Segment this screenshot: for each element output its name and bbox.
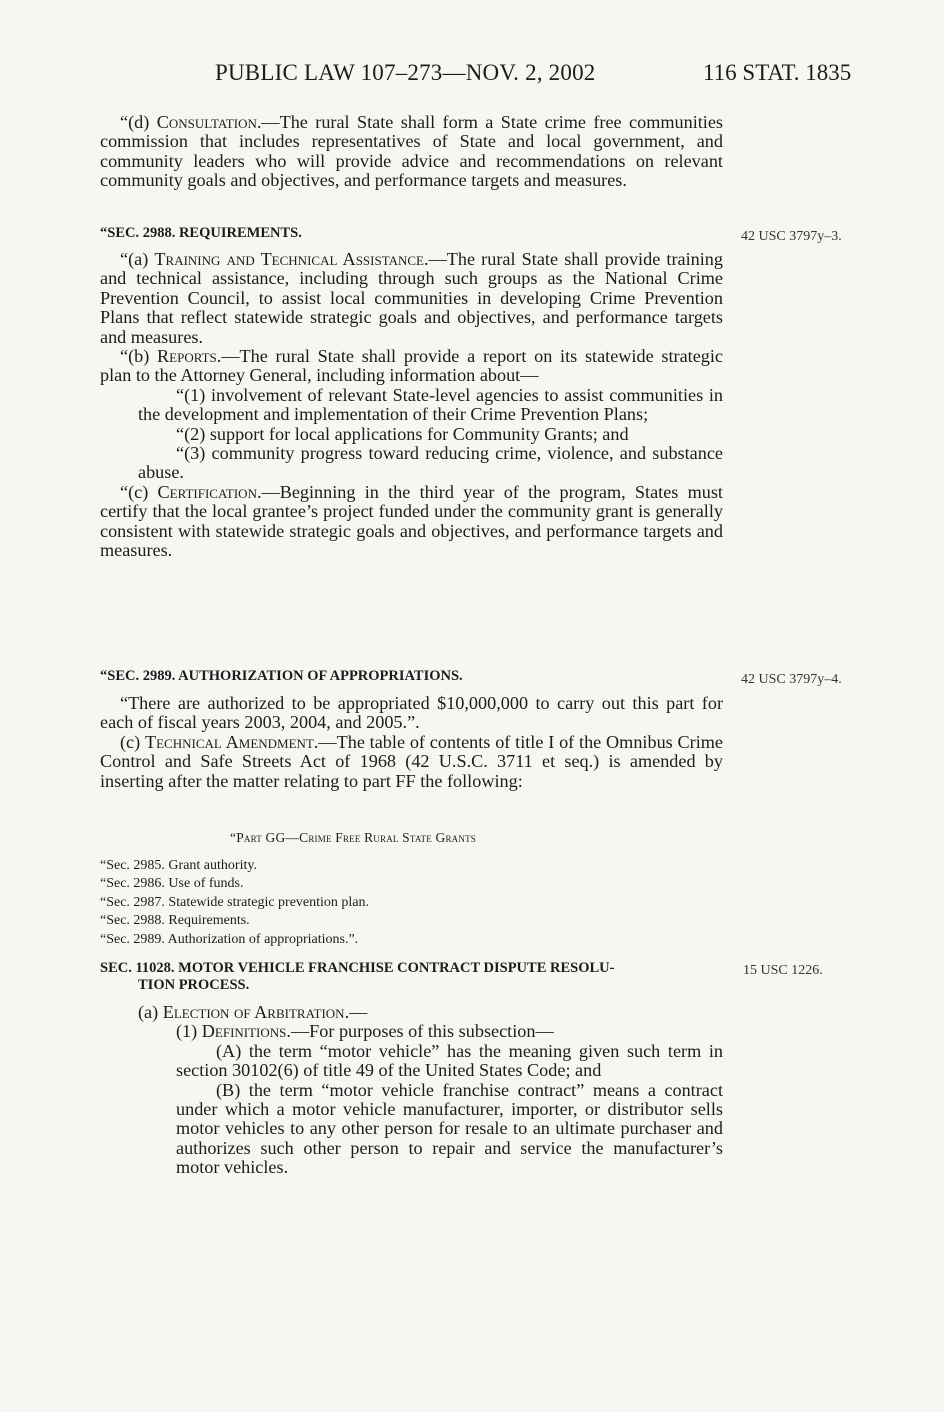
statute-page-number: 116 STAT. 1835: [703, 60, 852, 85]
toc-part-title: “Part GG—Crime Free Rural State Grants: [230, 830, 476, 845]
item-b3: “(3) community progress toward reducing crime, violence, and substance abuse.: [138, 443, 723, 483]
section-11028-body: [100, 1003, 723, 1178]
toc-item: “Sec. 2987. Statewide strategic prevention plan.: [100, 894, 370, 910]
section-2989-body: [100, 694, 723, 791]
subsection-a-election: (a) Election of Arbitration.—: [138, 1002, 368, 1022]
consultation-heading: Consultation: [156, 112, 257, 132]
page-header: [0, 60, 944, 92]
toc-item: “Sec. 2985. Grant authority.: [100, 858, 257, 873]
paragraph-1-definitions: (1) Definitions.—For purposes of this subsection—: [176, 1021, 554, 1042]
section-2988-body: [100, 250, 723, 561]
margin-note-2989: 42 USC 3797y–4.: [741, 672, 842, 687]
toc-list: [100, 857, 369, 949]
margin-note-2988: 42 USC 3797y–3.: [741, 229, 842, 244]
toc-item: “Sec. 2986. Use of funds.: [100, 876, 244, 892]
margin-note-11028: 15 USC 1226.: [743, 963, 823, 978]
subsection-c-certification: “(c) Certification.—Beginning in the third year of the program, States must certify that the local grantee’s project funded under the community grant is generally consistent with statewide strategic goals and objectives, and performance targets and measures.: [100, 481, 723, 561]
toc-item: “Sec. 2989. Authorization of appropriations.”.: [100, 931, 359, 947]
definition-A: (A) the term “motor vehicle” has the meaning given such term in section 30102(6) of title 49 of the United States Code; and: [176, 1040, 723, 1081]
toc-item: “Sec. 2988. Requirements.: [100, 913, 250, 929]
section-11028-heading: SEC. 11028. MOTOR VEHICLE FRANCHISE CONTRACT DISPUTE RESOLU- TION PROCESS.: [100, 960, 615, 993]
subsection-a-training: “(a) Training and Technical Assistance.—The rural State shall provide training and technical assistance, including through such groups as the National Crime Prevention Council, to assist local communities in developing Crime Prevention Plans that reflect statewide strategic goals and objectives, and performance targets and measures.: [100, 249, 723, 347]
definition-B: (B) the term “motor vehicle franchise contract” means a contract under which a motor vehicle manufacturer, importer, or distributor sells motor vehicles to any other person for resale to an ultimate purchaser and authorizes such other person to repair and service the manufacturer’s motor vehicles.: [176, 1079, 723, 1178]
section-2989-heading: “SEC. 2989. AUTHORIZATION OF APPROPRIATIONS.: [100, 668, 463, 684]
subsection-b-reports: “(b) Reports.—The rural State shall provide a report on its statewide strategic plan to the Attorney General, including information about—: [100, 346, 723, 386]
item-b2: “(2) support for local applications for Community Grants; and: [176, 423, 629, 444]
section-2988-heading: “SEC. 2988. REQUIREMENTS.: [100, 225, 302, 241]
running-title: PUBLIC LAW 107–273—NOV. 2, 2002: [215, 60, 596, 85]
appropriations-text: “There are authorized to be appropriated $10,000,000 to carry out this part for each of fiscal years 2003, 2004, and 2005.”.: [100, 693, 723, 733]
item-b1: “(1) involvement of relevant State-level agencies to assist communities in the development and implementation of their Crime Prevention Plans;: [138, 384, 723, 425]
technical-amendment: (c) Technical Amendment.—The table of contents of title I of the Omnibus Crime Control and Safe Streets Act of 1968 (42 U.S.C. 3711 et seq.) is amended by inserting after the matter relating to part FF the following:: [100, 731, 724, 791]
consultation-paragraph: “(d) Consultation.—The rural State shall form a State crime free communities commission that includes representatives of State and local government, and community leaders who will provide advice and recommendations on relevant community goals and objectives, and performance targets and measures.: [100, 112, 723, 191]
